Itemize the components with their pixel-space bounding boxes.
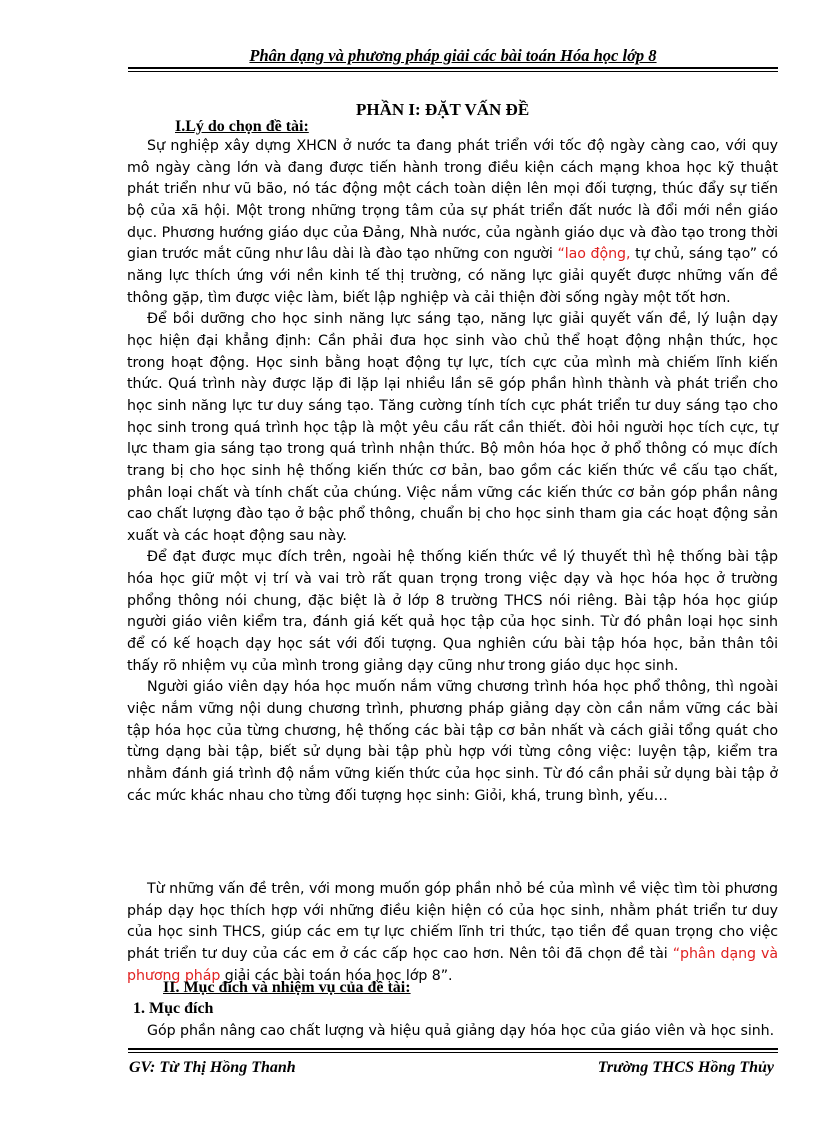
paragraph-4: Người giáo viên dạy hóa học muốn nắm vững chương trình hóa học phổ thông, thì ngoài việc nắm vững nội dung chương trình, phương pháp giảng dạy còn cần nắm vững các bài tập hóa học của từng chương, hệ thống các bài tập cơ bản nhất và cách giải tổng quát cho từng dạng bài tập, biết sử dụng bài tập phù hợp với từng công việc: luyện tập, kiểm tra nhằm đánh giá trình độ nắm vững kiến thức của học sinh. Từ đó cần phải sử dụng bài tập ở các mức khác nhau cho từng đối tượng học sinh: Giỏi, khá, trung bình, yếu…	[127, 679, 778, 804]
footer-rule-thin	[128, 1052, 778, 1053]
paragraph-1	[127, 136, 778, 309]
section-heading-purpose: II. Mục đích và nhiệm vụ của đề tài:	[163, 979, 411, 996]
paragraph-3: Để đạt được mục đích trên, ngoài hệ thống kiến thức về lý thuyết thì hệ thống bài tập hóa học giữ một vị trí và vai trò rất quan trọng trong việc dạy và học hóa học ở trường phổng thông nói chung, đặc biệt là ở lớp 8 trường THCS nói riêng. Bài tập hóa học giúp người giáo viên kiểm tra, đánh giá kết quả học tập của học sinh. Từ đó phân loại học sinh để có kế hoạch dạy học sát với đối tượng. Qua nghiên cứu bài tập hóa học, bản thân tôi thấy rõ nhiệm vụ của mình trong giảng dạy cũng như trong giáo dục học sinh.	[127, 549, 778, 674]
header-rule-thick	[128, 67, 778, 69]
paragraph-1-text-end: tự chủ, sáng tạo” có năng lực thích ứng với nền kinh tế thị trường, có năng lực giải quyết được những vấn đề thông gặp, tìm được việc làm, biết lập nghiệp và cải thiện đời sống ngày một tốt hơn.	[127, 246, 778, 306]
section-body-conclusion	[127, 879, 778, 987]
footer-school: Trường THCS Hồng Thủy	[597, 1059, 774, 1076]
paragraph-1-highlight: “lao động,	[557, 246, 631, 263]
section-body-reason	[127, 136, 778, 807]
footer-rule-thick	[128, 1048, 778, 1050]
running-header-title: Phân dạng và phương pháp giải các bài toán Hóa học lớp 8	[249, 46, 657, 65]
paragraph-1-text: Sự nghiệp xây dựng XHCN ở nước ta đang phát triển với tốc độ ngày càng cao, với quy mô ngày càng lớn và đang được tiến hành trong điều kiện cách mạng khoa học kỹ thuật phát triển như vũ bão, nó tác động một cách toàn diện lên mọi đối tượng, thúc đẩy sự tiến bộ của xã hội. Một trong những trọng tâm của sự phát triển đất nước là đổi mới nền giáo dục. Phương hướng giáo dục của Đảng, Nhà nước, của ngành giáo dục và đào tạo trong thời gian trước mắt cũng như lâu dài là đào tạo những con người	[127, 138, 778, 263]
paragraph-5-highlight: “phân dạng và phương pháp	[127, 945, 778, 984]
part-title: PHẦN I: ĐẶT VẤN ĐỀ	[356, 100, 530, 119]
paragraph-purpose: Góp phần nâng cao chất lượng và hiệu quả giảng dạy hóa học của giáo viên và học sinh.	[147, 1023, 775, 1039]
paragraph-5-text: Từ những vấn đề trên, với mong muốn góp phần nhỏ bé của mình về việc tìm tòi phương pháp dạy học thích hợp với những điều kiện hiện có của học sinh, nhằm phát triển tư duy của học sinh THCS, giúp các em tự lực chiếm lĩnh tri thức, tạo tiền đề quan trọng cho việc phát triển tư duy của các em ở các cấp học cao hơn. Nên tôi đã chọn đề tài	[127, 881, 778, 962]
footer-teacher: GV: Từ Thị Hồng Thanh	[129, 1059, 296, 1076]
paragraph-5-text-end: giải các bài toán hóa học lớp 8”.	[224, 967, 453, 984]
section-body-purpose	[127, 1021, 778, 1043]
paragraph-5	[127, 879, 778, 987]
section-heading-reason: I.Lý do chọn đề tài:	[175, 118, 309, 135]
header-rule-thin	[128, 71, 778, 72]
paragraph-2: Để bồi dưỡng cho học sinh năng lực sáng tạo, năng lực giải quyết vấn đề, lý luận dạy học hiện đại khẳng định: Cần phải đưa học sinh vào chủ thể hoạt động nhận thức, học trong hoạt động. Học sinh bằng hoạt động tự lực, tích cực của mình mà chiếm lĩnh kiến thức. Quá trình này được lặp đi lặp lại nhiều lần sẽ góp phần hình thành và phát triển cho học sinh năng lực tư duy sáng tạo. Tăng cường tính tích cực phát triển tư duy sáng tạo cho học sinh trong quá trình học tập là một yêu cầu rất cần thiết. đòi hỏi người học tích cực, tự lực tham gia sáng tạo trong quá trình nhận thức. Bộ môn hóa học ở phổ thông có mục đích trang bị cho học sinh hệ thống kiến thức cơ bản, bao gồm các kiến thức về cấu tạo chất, phân loại chất và tính chất của chúng. Việc nắm vững các kiến thức cơ bản góp phần nâng cao chất lượng đào tạo ở bậc phổ thông, chuẩn bị cho học sinh tham gia các hoạt động sản xuất và các hoạt động sau này.	[127, 311, 778, 544]
subheading-purpose: 1. Mục đích	[133, 1000, 214, 1017]
